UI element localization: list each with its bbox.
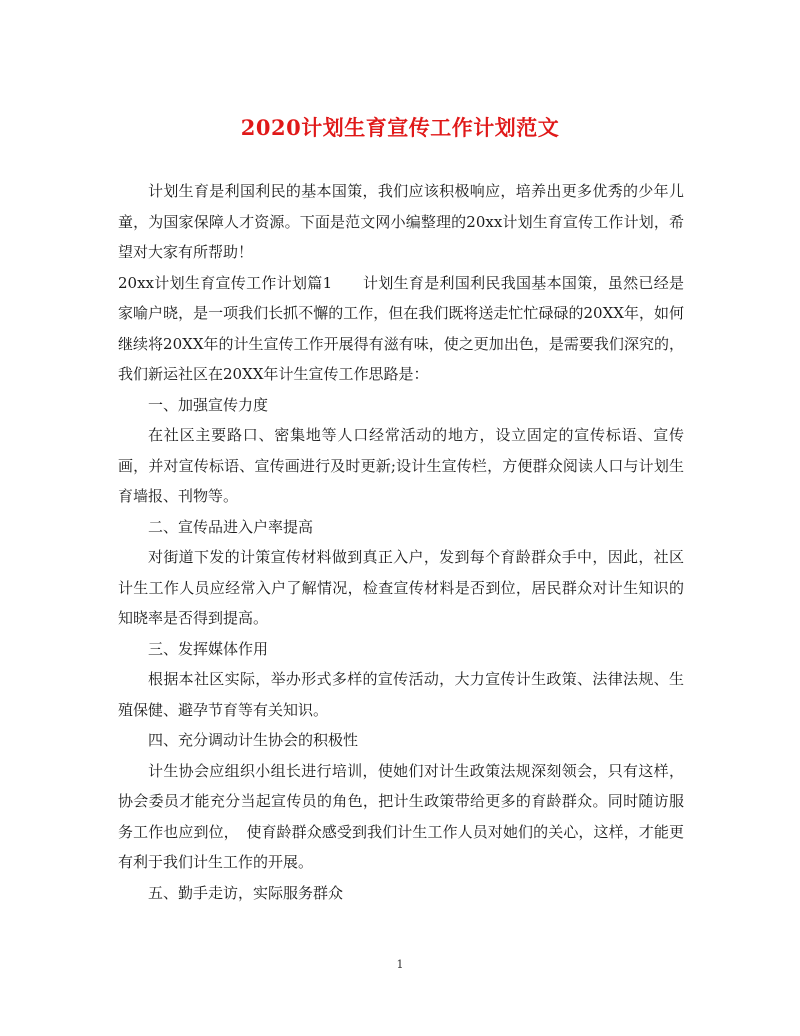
section-paragraph-4: 计生协会应组织小组长进行培训，使她们对计生政策法规深刻领会，只有这样，协会委员才能充分当起宣传员的角色，把计生政策带给更多的育龄群众。同时随访服务工作也应到位， 使育龄群众感受到我们计生工作人员对她们的关心，这样，才能更有利于我们计生工作的开展。 bbox=[118, 761, 684, 871]
page-number: 1 bbox=[396, 958, 404, 971]
section-paragraph-3: 根据本社区实际，举办形式多样的宣传活动，大力宣传计生政策、法律法规、生殖保健、避孕节育等有关知识。 bbox=[118, 670, 684, 719]
section-paragraph-1: 在社区主要路口、密集地等人口经常活动的地方，设立固定的宣传标语、宣传画，并对宣传标语、宣传画进行及时更新;设计生宣传栏，方便群众阅读人口与计划生育墙报、刊物等。 bbox=[118, 426, 684, 505]
section-intro-paragraph: 20xx计划生育宣传工作计划篇1 计划生育是利国利民我国基本国策，虽然已经是家喻户晓，是一项我们长抓不懈的工作，但在我们既将送走忙忙碌碌的20XX年，如何继续将20XX年的计生宣传工作开展得有滋有味，使之更加出色，是需要我们深究的，我们新运社区在20XX年计生宣传工作思路是： bbox=[118, 273, 684, 383]
section-heading-4: 四、充分调动计生协会的积极性 bbox=[148, 731, 359, 749]
document-title: 2020计划生育宣传工作计划范文 bbox=[240, 115, 560, 140]
intro-paragraph: 计划生育是利国利民的基本国策，我们应该积极响应，培养出更多优秀的少年儿童，为国家保障人才资源。下面是范文网小编整理的20xx计划生育宣传工作计划，希望对大家有所帮助！ bbox=[118, 182, 684, 261]
document-body bbox=[118, 176, 684, 908]
section-heading-3: 三、发挥媒体作用 bbox=[148, 639, 269, 658]
section-paragraph-2: 对街道下发的计策宣传材料做到真正入户，发到每个育龄群众手中，因此，社区计生工作人员应经常入户了解情况，检查宣传材料是否到位，居民群众对计生知识的知晓率是否得到提高。 bbox=[118, 548, 684, 627]
section-heading-1: 一、加强宣传力度 bbox=[148, 395, 269, 414]
section-heading-5: 五、勤手走访，实际服务群众 bbox=[148, 883, 344, 902]
section-heading-2: 二、宣传品进入户率提高 bbox=[148, 517, 314, 536]
